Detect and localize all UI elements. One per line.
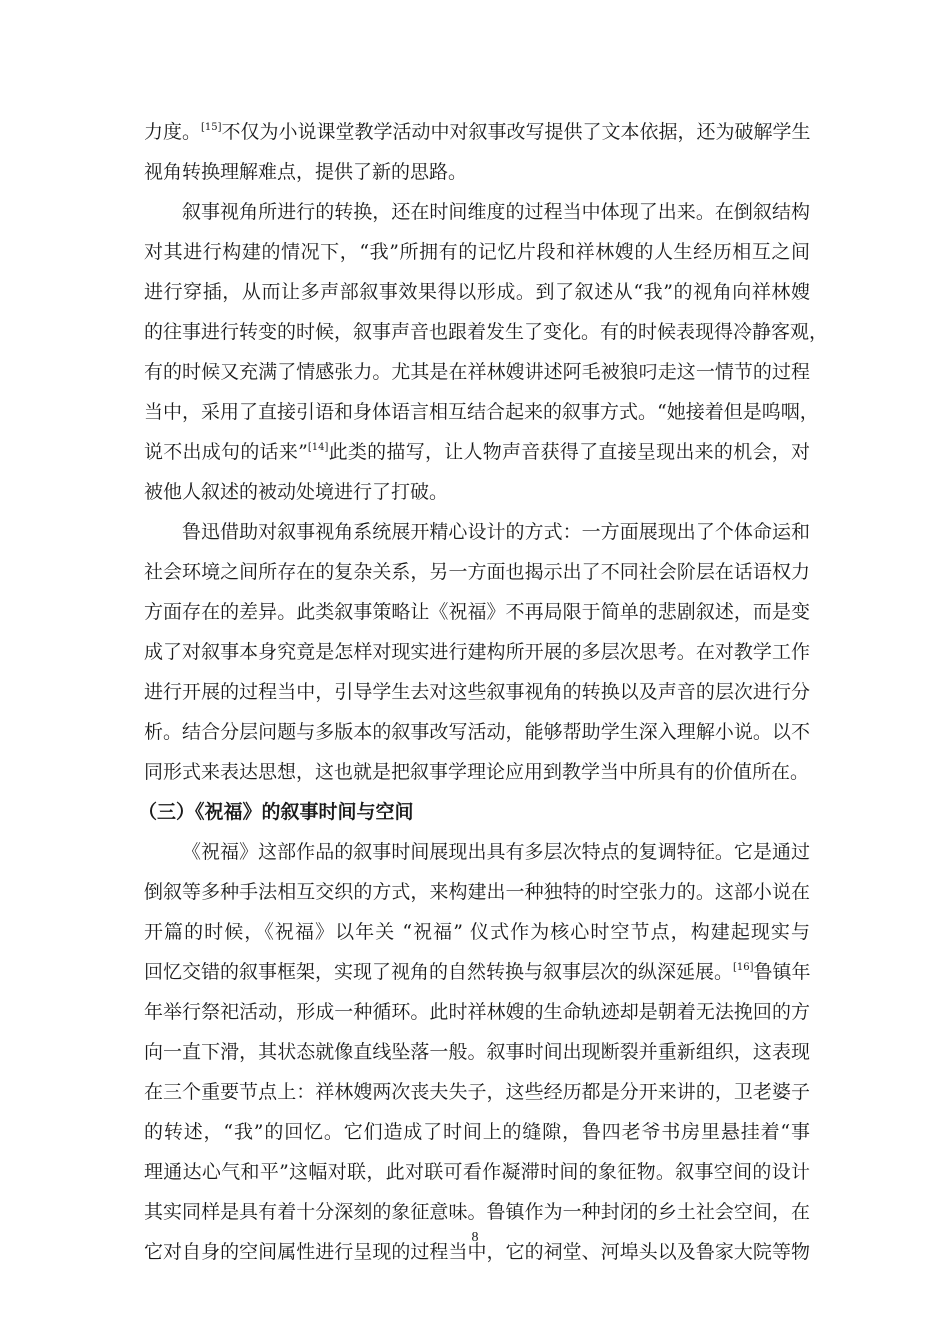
page-number: 8	[471, 1230, 479, 1245]
text-line: 的往事进行转变的时候，叙事声音也跟着发生了变化。有的时候表现得冷静客观，	[144, 321, 829, 343]
text-line: 倒叙等多种手法相互交织的方式，来构建出一种独特的时空张力的。这部小说在	[144, 881, 810, 903]
text-line: 开篇的时候，《祝福》以年关 “祝福” 仪式作为核心时空节点，构建起现实与	[144, 921, 810, 943]
text-line: 的转述，“我”的回忆。它们造成了时间上的缝隙，鲁四老爷书房里悬挂着“事	[144, 1121, 810, 1143]
text-line: 《祝福》这部作品的叙事时间展现出具有多层次特点的复调特征。它是通过	[182, 841, 810, 863]
text-line: 它对自身的空间属性进行呈现的过程当中，它的祠堂、河埠头以及鲁家大院等物	[144, 1241, 810, 1263]
paragraph-luxun-design	[144, 512, 810, 792]
text-line: 社会环境之间所存在的复杂关系，另一方面也揭示出了不同社会阶层在话语权力	[144, 561, 810, 583]
text-line: 向一直下滑，其状态就像直线坠落一般。叙事时间出现断裂并重新组织，这表现	[144, 1041, 810, 1063]
text-line: 在三个重要节点上：祥林嫂两次丧夫失子，这些经历都是分开来讲的，卫老婆子	[144, 1081, 810, 1103]
text-line: 同形式来表达思想，这也就是把叙事学理论应用到教学当中所具有的价值所在。	[144, 761, 810, 783]
text-line: 说不出成句的话来”[14]此类的描写，让人物声音获得了直接呈现出来的机会，对	[144, 441, 810, 463]
text-line: 进行穿插，从而让多声部叙事效果得以形成。到了叙述从“我”的视角向祥林嫂	[144, 281, 810, 303]
text-line: 析。结合分层问题与多版本的叙事改写活动，能够帮助学生深入理解小说。以不	[144, 721, 810, 743]
text-line: 其实同样是具有着十分深刻的象征意味。鲁镇作为一种封闭的乡土社会空间，在	[144, 1201, 810, 1223]
text-line: 当中，采用了直接引语和身体语言相互结合起来的叙事方式。“她接着但是呜咽，	[144, 401, 819, 423]
citation-marker: [14]	[307, 442, 329, 453]
paragraph-continuation	[144, 112, 810, 192]
section-heading: （三）《祝福》的叙事时间与空间	[138, 801, 414, 823]
text-line: 理通达心气和平”这幅对联，此对联可看作凝滞时间的象征物。叙事空间的设计	[144, 1161, 810, 1183]
body-text	[138, 112, 829, 1272]
text-line: 被他人叙述的被动处境进行了打破。	[144, 481, 449, 503]
text-line: 回忆交错的叙事框架，实现了视角的自然转换与叙事层次的纵深延展。[16]鲁镇年	[144, 961, 811, 983]
text-line: 鲁迅借助对叙事视角系统展开精心设计的方式：一方面展现出了个体命运和	[182, 521, 810, 543]
text-line: 力度。[15]不仅为小说课堂教学活动中对叙事改写提供了文本依据，还为破解学生	[144, 121, 811, 143]
text-line: 年举行祭祀活动，形成一种循环。此时祥林嫂的生命轨迹却是朝着无法挽回的方	[144, 1001, 810, 1023]
text-line: 有的时候又充满了情感张力。尤其是在祥林嫂讲述阿毛被狼叼走这一情节的过程	[144, 361, 810, 383]
text-line: 叙事视角所进行的转换，还在时间维度的过程当中体现了出来。在倒叙结构	[182, 201, 810, 223]
text-line: 进行开展的过程当中，引导学生去对这些叙事视角的转换以及声音的层次进行分	[144, 681, 810, 703]
citation-marker: [15]	[201, 122, 222, 133]
paragraph-narrative-perspective	[144, 192, 829, 512]
text-line: 对其进行构建的情况下，“我”所拥有的记忆片段和祥林嫂的人生经历相互之间	[144, 241, 810, 263]
paragraph-narrative-time-space	[144, 832, 810, 1272]
text-line: 方面存在的差异。此类叙事策略让《祝福》不再局限于简单的悲剧叙述，而是变	[144, 601, 810, 623]
text-line: 视角转换理解难点，提供了新的思路。	[144, 161, 468, 183]
citation-marker: [16]	[733, 962, 754, 973]
text-line: 成了对叙事本身究竟是怎样对现实进行建构所开展的多层次思考。在对教学工作	[144, 641, 810, 663]
